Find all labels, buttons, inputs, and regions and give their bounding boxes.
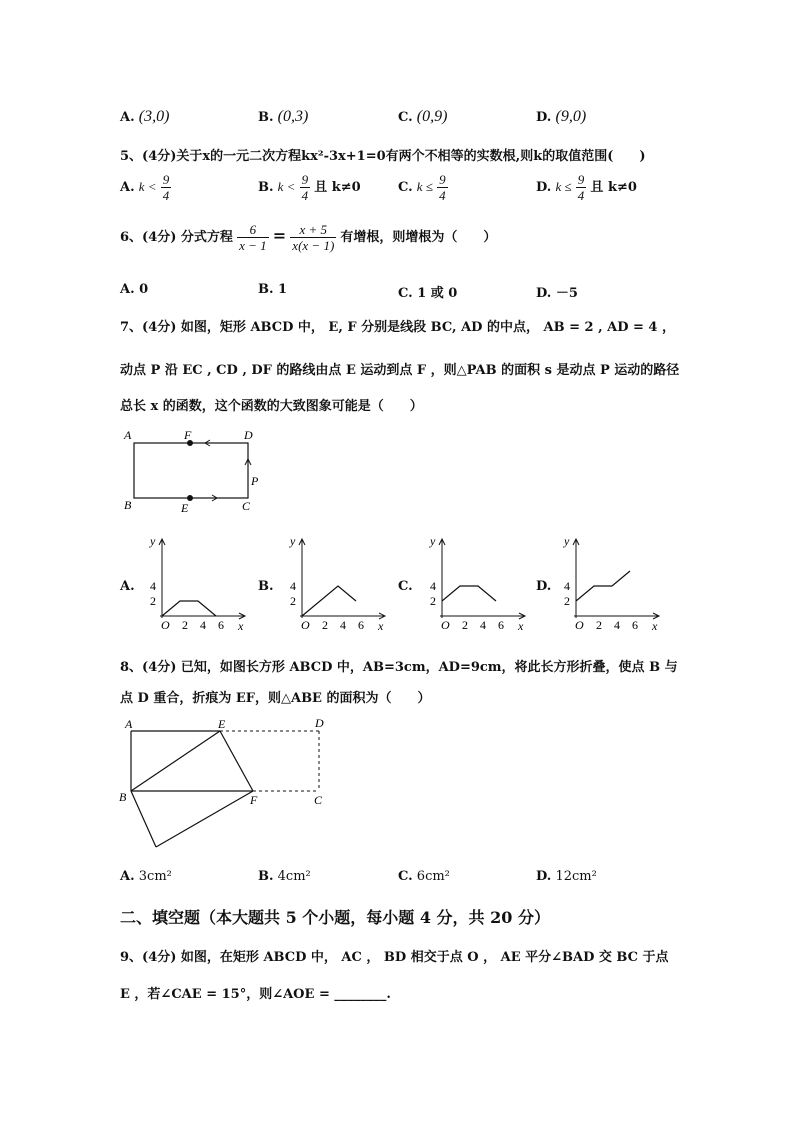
fraction: $\frac{9}{4}$ — [162, 172, 170, 203]
x-tick-label: 4 — [200, 618, 206, 632]
rectangle-abcd — [134, 443, 248, 498]
q7-graph-d — [552, 532, 667, 634]
fraction-left: $\frac{6}{x - 1}$ — [239, 222, 267, 253]
q4-option-d[interactable]: D. (9,0) — [536, 108, 587, 125]
x-tick-label: 6 — [498, 618, 504, 632]
q7-option-b-label[interactable]: B. — [258, 579, 274, 594]
x-tick-label: 2 — [462, 618, 468, 632]
label-b: B — [124, 498, 132, 512]
x-tick-label: 6 — [358, 618, 364, 632]
origin-label: O — [575, 618, 584, 632]
x-tick-label: 2 — [322, 618, 328, 632]
x-axis-label: x — [518, 619, 524, 633]
graph-line — [162, 601, 216, 616]
y-tick-label: 2 — [290, 594, 296, 608]
x-axis-label: x — [378, 619, 384, 633]
x-axis-label: x — [652, 619, 658, 633]
q6-option-d[interactable]: D. －5 — [536, 286, 578, 301]
origin-label: O — [161, 618, 170, 632]
q7-line-3: 总长 x 的函数，这个函数的大致图象可能是（ ） — [120, 399, 423, 414]
origin-label: O — [301, 618, 310, 632]
q7-line-1: 7、(4分) 如图，矩形 ABCD 中， E, F 分别是线段 BC, AD 的中点， AB = 2 , AD = 4 ， — [120, 320, 676, 335]
y-axis-label: y — [564, 534, 570, 548]
graph-line — [576, 571, 630, 601]
x-axis-label: x — [238, 619, 244, 633]
q5-option-d[interactable]: D. k ≤ $\frac{9}{4}$ 且 k≠0 — [536, 172, 637, 203]
q9-line-2: E ，若∠CAE = 15°，则∠AOE = ________. — [120, 987, 391, 1002]
label-p: P — [251, 474, 259, 488]
x-tick-label: 4 — [614, 618, 620, 632]
fraction: $\frac{9}{4}$ — [577, 172, 585, 203]
q7-graph-b — [278, 532, 393, 634]
y-tick-label: 4 — [150, 579, 156, 593]
y-tick-label: 2 — [564, 594, 570, 608]
label-d: D — [244, 428, 253, 442]
y-tick-label: 2 — [430, 594, 436, 608]
q5-option-c[interactable]: C. k ≤ $\frac{9}{4}$ — [398, 172, 446, 203]
fraction: $\frac{9}{4}$ — [301, 172, 309, 203]
q7-line-2: 动点 P 沿 EC , CD , DF 的路线由点 E 运动到点 F ，则△PAB 的面积 s 是动点 P 运动的路径 — [120, 363, 680, 378]
y-tick-label: 4 — [290, 579, 296, 593]
q5-option-b[interactable]: B. k < $\frac{9}{4}$ 且 k≠0 — [258, 172, 361, 203]
q8-line-1: 8、(4分) 已知，如图长方形 ABCD 中，AB=3cm，AD=9cm，将此长方形折叠，使点 B 与 — [120, 660, 678, 675]
q9-line-1: 9、(4分) 如图，在矩形 ABCD 中， AC ， BD 相交于点 O ， AE 平分∠BAD 交 BC 于点 — [120, 950, 669, 965]
label-c: C — [314, 793, 323, 807]
label-a: A — [125, 717, 133, 731]
x-tick-label: 2 — [596, 618, 602, 632]
q7-option-a-label[interactable]: A. — [120, 579, 135, 594]
q8-line-2: 点 D 重合，折痕为 EF，则△ABE 的面积为（ ） — [120, 691, 431, 706]
y-tick-label: 4 — [564, 579, 570, 593]
folded-edge-1 — [131, 791, 156, 847]
q6-option-b[interactable]: B. 1 — [258, 282, 288, 297]
q7-rectangle-figure — [118, 425, 278, 517]
q8-option-c[interactable]: C. 6cm² — [398, 869, 450, 884]
y-tick-label: 2 — [150, 594, 156, 608]
q8-option-a[interactable]: A. 3cm² — [120, 869, 172, 884]
q6-option-c[interactable]: C. 1 或 0 — [398, 286, 458, 301]
graph-line — [302, 586, 356, 616]
label-d: D — [315, 716, 324, 730]
q4-option-a[interactable]: A. (3,0) — [120, 108, 170, 125]
label-e: E — [218, 717, 226, 731]
label-f: F — [250, 793, 258, 807]
y-axis-label: y — [290, 534, 296, 548]
x-tick-label: 2 — [182, 618, 188, 632]
segment-be — [131, 731, 220, 791]
label-b: B — [119, 790, 127, 804]
fraction: $\frac{9}{4}$ — [439, 172, 446, 203]
section-heading: 二、填空题（本大题共 5 个小题，每小题 4 分，共 20 分） — [120, 908, 550, 927]
q7-option-c-label[interactable]: C. — [398, 579, 413, 594]
label-e: E — [181, 501, 189, 515]
q6-stem: 6、(4分) 分式方程 $\frac{6}{x - 1}$ = $\frac{x + 5}{x(x - 1)}$ 有增根，则增根为（ ） — [120, 222, 497, 253]
q5-option-a[interactable]: A. k < $\frac{9}{4}$ — [120, 172, 170, 203]
fold-ef — [220, 731, 253, 791]
x-tick-label: 6 — [218, 618, 224, 632]
origin-label: O — [441, 618, 450, 632]
q8-option-d[interactable]: D. 12cm² — [536, 869, 597, 884]
y-axis-label: y — [150, 534, 156, 548]
x-tick-label: 4 — [340, 618, 346, 632]
q7-graph-c — [418, 532, 533, 634]
q7-option-d-label[interactable]: D. — [536, 579, 552, 594]
x-tick-label: 6 — [632, 618, 638, 632]
q8-fold-figure — [116, 712, 336, 854]
q4-option-b[interactable]: B. (0,3) — [258, 108, 309, 125]
x-tick-label: 4 — [480, 618, 486, 632]
label-c: C — [242, 499, 251, 513]
q7-graph-a — [138, 532, 253, 634]
y-tick-label: 4 — [430, 579, 436, 593]
q5-stem: 5、(4分)关于x的一元二次方程kx²-3x+1=0有两个不相等的实数根,则k的取值范围( ) — [120, 149, 646, 164]
fraction-right: $\frac{x + 5}{x(x - 1)}$ — [292, 222, 335, 253]
q6-option-a[interactable]: A. 0 — [120, 282, 149, 297]
folded-edge-2 — [156, 791, 253, 847]
graph-line — [442, 586, 496, 601]
label-a: A — [124, 428, 132, 442]
y-axis-label: y — [430, 534, 436, 548]
q8-option-b[interactable]: B. 4cm² — [258, 869, 311, 884]
label-f: F — [184, 428, 192, 442]
q4-option-c[interactable]: C. (0,9) — [398, 108, 448, 125]
